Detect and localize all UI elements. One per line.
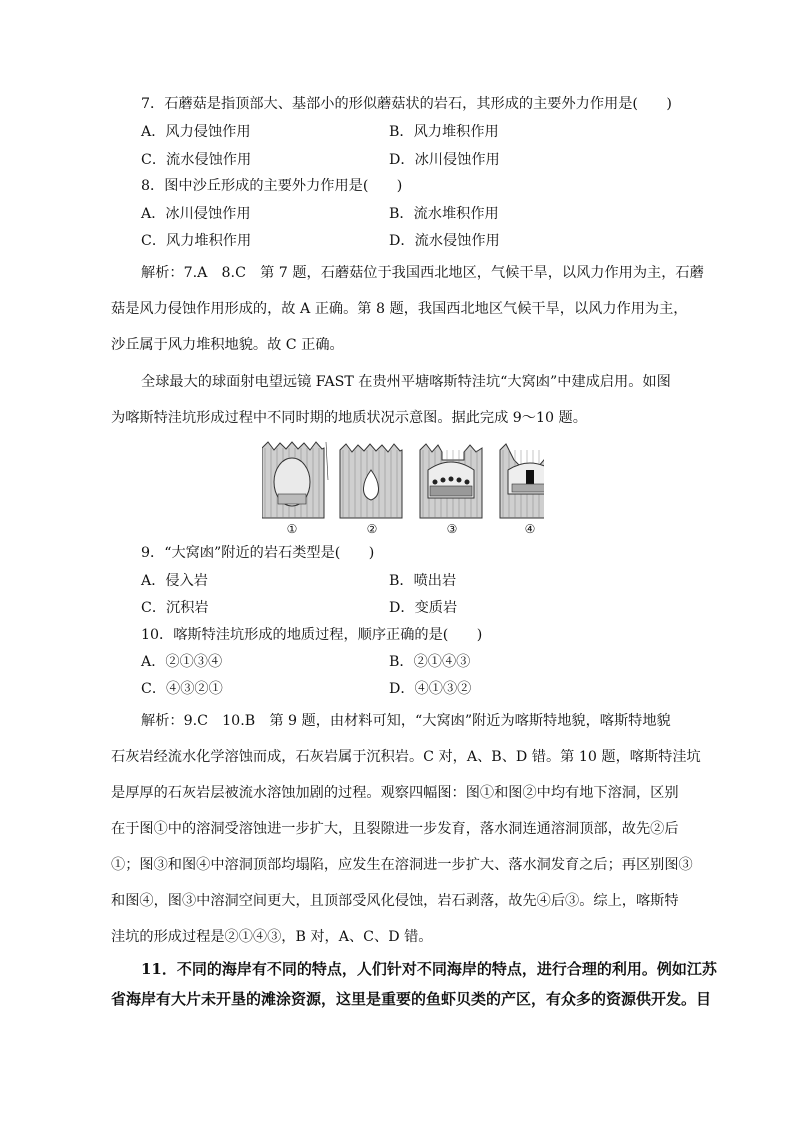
figure-label-4: ④ [524,522,536,536]
analysis910-line-6: 和图④，图③中溶洞空间更大，且顶部受风化侵蚀，岩石剥落，故先④后③。综上，喀斯特 [111,893,679,909]
analysis910-line-3: 是厚厚的石灰岩层被流水溶蚀加剧的过程。观察四幅图：图①和图②中均有地下溶洞，区别 [111,785,679,801]
panel-2 [340,444,402,518]
analysis910-line-5: ①；图③和图④中溶洞顶部均塌陷，应发生在溶洞进一步扩大、落水洞发育之后；再区别图③ [111,857,693,873]
analysis78-line-3: 沙丘属于风力堆积地貌。故 C 正确。 [111,337,344,353]
q11-line-1: 11．不同的海岸有不同的特点，人们针对不同海岸的特点，进行合理的利用。例如江苏 [141,960,717,978]
q9-option-c: C．沉积岩 [141,600,209,616]
analysis910-line-1: 解析：9.C 10.B 第 9 题，由材料可知，“大窝凼”附近为喀斯特地貌，喀斯特地貌 [141,713,671,729]
q8-option-c: C．风力堆积作用 [141,233,252,249]
figure-label-3: ③ [446,522,458,536]
panel-4 [500,444,544,518]
intro-line-2: 为喀斯特洼坑形成过程中不同时期的地质状况示意图。据此完成 9～10 题。 [111,410,587,426]
q9-option-a: A．侵入岩 [141,573,208,589]
analysis910-line-4: 在于图①中的溶洞受溶蚀进一步扩大，且裂隙进一步发育，落水洞连通溶洞顶部，故先②后 [111,821,679,837]
q10-option-c: C．④③②① [141,681,223,697]
intro-line-1: 全球最大的球面射电望远镜 FAST 在贵州平塘喀斯特洼坑“大窝凼”中建成启用。如图 [141,374,671,390]
q8-option-b: B．流水堆积作用 [389,206,499,222]
q7-option-b: B．风力堆积作用 [389,124,499,140]
figure-label-1: ① [286,522,298,536]
panel-1 [262,442,328,518]
q7-stem: 7．石蘑菇是指顶部大、基部小的形似蘑菇状的岩石，其形成的主要外力作用是( ) [141,96,672,112]
q10-option-b: B．②①④③ [389,654,471,670]
q7-option-c: C．流水侵蚀作用 [141,152,252,168]
karst-figure [262,440,544,540]
q9-stem: 9．“大窝凼”附近的岩石类型是( ) [141,545,375,561]
q10-option-a: A．②①③④ [141,654,223,670]
analysis910-line-2: 石灰岩经流水化学溶蚀而成，石灰岩属于沉积岩。C 对，A、B、D 错。第 10 题，喀斯特洼坑 [111,749,701,765]
q9-option-d: D．变质岩 [389,600,458,616]
figure-label-2: ② [366,522,378,536]
q8-stem: 8．图中沙丘形成的主要外力作用是( ) [141,178,403,194]
q10-option-d: D．④①③② [389,681,472,697]
analysis910-line-7: 洼坑的形成过程是②①④③，B 对，A、C、D 错。 [111,929,433,945]
q11-line-2: 省海岸有大片未开垦的滩涂资源，这里是重要的鱼虾贝类的产区，有众多的资源供开发。目 [111,990,712,1008]
panel-3 [420,444,482,518]
q10-stem: 10．喀斯特洼坑形成的地质过程，顺序正确的是( ) [141,627,483,643]
q9-option-b: B．喷出岩 [389,573,457,589]
q7-option-a: A．风力侵蚀作用 [141,124,251,140]
q8-option-d: D．流水侵蚀作用 [389,233,500,249]
q7-option-d: D．冰川侵蚀作用 [389,152,500,168]
analysis78-line-2: 菇是风力侵蚀作用形成的，故 A 正确。第 8 题，我国西北地区气候干旱，以风力作用为主， [111,301,688,317]
q8-option-a: A．冰川侵蚀作用 [141,206,251,222]
analysis78-line-1: 解析：7.A 8.C 第 7 题，石蘑菇位于我国西北地区，气候干旱，以风力作用为主，石蘑 [141,265,704,281]
